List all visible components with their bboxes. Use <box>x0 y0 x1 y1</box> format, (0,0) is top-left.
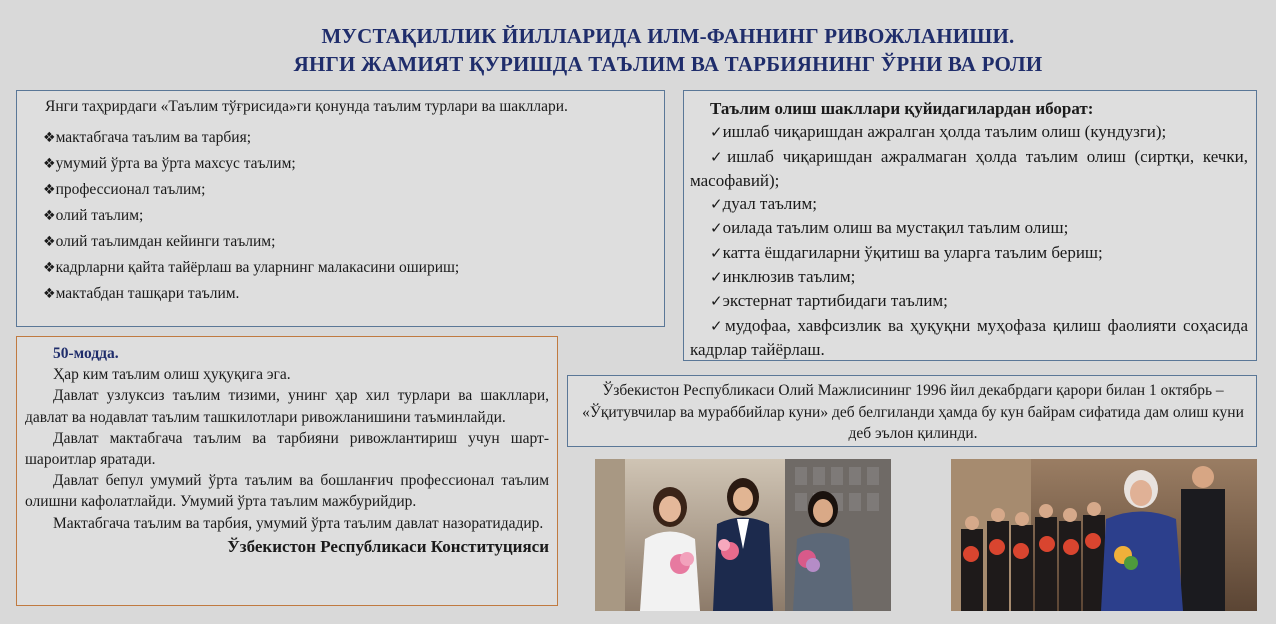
photo-illustration <box>595 459 891 611</box>
list-item: ❖мактабдан ташқари таълим. <box>43 285 240 302</box>
check-icon: ✓ <box>710 147 728 166</box>
teachers-day-box <box>567 375 1257 447</box>
article-number: 50-модда. <box>53 345 119 362</box>
teachers-day-text: Ўзбекистон Республикаси Олий Мажлисининг 1996 йил декабрдаги қарори билан 1 октябрь – «Ўқитувчилар ва мураббийлар куни» деб белгиланди ҳамда бу кун байрам сифатида дам олиш куни деб эълон қилинди. <box>582 382 1244 442</box>
diamond-bullet-icon: ❖ <box>43 182 56 198</box>
check-icon: ✓ <box>710 219 723 238</box>
diamond-bullet-icon: ❖ <box>43 234 56 250</box>
check-icon: ✓ <box>710 268 723 287</box>
diamond-bullet-icon: ❖ <box>43 130 56 146</box>
education-modes-box <box>683 90 1257 361</box>
check-icon: ✓ <box>710 243 723 262</box>
list-item: ❖профессионал таълим; <box>43 181 206 198</box>
education-modes-heading: Таълим олиш шакллари қуйидагилардан иборат: <box>710 99 1094 118</box>
list-item: ✓инклюзив таълим; <box>710 267 856 287</box>
title-line-1: МУСТАҚИЛЛИК ЙИЛЛАРИДА ИЛМ-ФАННИНГ РИВОЖЛАНИШИ. <box>321 24 1015 48</box>
constitution-article-box <box>16 336 558 606</box>
education-forms-box <box>16 90 665 327</box>
education-forms-heading: Янги таҳрирдаги «Таълим тўғрисида»ги қонунда таълим турлари ва шакллари. <box>45 98 568 115</box>
article-paragraph: Ҳар ким таълим олиш ҳуқуқига эга. <box>53 366 291 384</box>
list-item: ❖олий таълим; <box>43 207 144 224</box>
diamond-bullet-icon: ❖ <box>43 286 56 302</box>
photo-elderly-teacher-with-students <box>951 459 1257 611</box>
diamond-bullet-icon: ❖ <box>43 208 56 224</box>
check-icon: ✓ <box>710 316 726 335</box>
list-item: ❖мактабгача таълим ва тарбия; <box>43 129 252 146</box>
article-paragraph: Мактабгача таълим ва тарбия, умумий ўрта таълим давлат назоратидадир. <box>53 514 544 532</box>
list-item: ✓ишлаб чиқаришдан ажралмаган ҳолда таълим олиш (сиртқи, кечки, масофавий); <box>690 146 1248 190</box>
list-item: ❖умумий ўрта ва ўрта махсус таълим; <box>43 155 296 172</box>
diamond-bullet-icon: ❖ <box>43 156 56 172</box>
article-source: Ўзбекистон Республикаси Конституцияси <box>227 536 549 556</box>
education-forms-list <box>45 125 654 307</box>
check-icon: ✓ <box>710 195 723 214</box>
list-item: ✓мудофаа, хавфсизлик ва ҳуқуқни муҳофаза қилиш фаолияти соҳасида кадрлар тайёрлаш. <box>690 315 1248 359</box>
page-title <box>0 22 1276 78</box>
check-icon: ✓ <box>710 292 723 311</box>
list-item: ✓катта ёшдагиларни ўқитиш ва уларга таълим бериш; <box>710 242 1103 262</box>
article-paragraph: Давлат узлуксиз таълим тизими, унинг ҳар хил турлари ва шакллари, давлат ва нодавлат таълим ташкилотлари ривожланишини таъминлайди. <box>25 387 549 426</box>
photo-illustration <box>951 459 1257 611</box>
photo-women-with-flowers <box>595 459 891 611</box>
article-paragraph: Давлат бепул умумий ўрта таълим ва бошланғич профессионал таълим олишни кафолатлайди. Умумий ўрта таълим мажбурийдир. <box>25 472 549 511</box>
list-item: ✓дуал таълим; <box>710 194 817 214</box>
list-item: ✓экстернат тартибидаги таълим; <box>710 291 948 311</box>
list-item: ✓оилада таълим олиш ва мустақил таълим олиш; <box>710 218 1069 238</box>
article-paragraph: Давлат мактабгача таълим ва тарбияни ривожлантириш учун шарт-шароитлар яратади. <box>25 429 549 469</box>
title-line-2: ЯНГИ ЖАМИЯТ ҚУРИШДА ТАЪЛИМ ВА ТАРБИЯНИНГ ЎРНИ ВА РОЛИ <box>293 52 1043 76</box>
check-icon: ✓ <box>710 123 723 142</box>
list-item: ✓ишлаб чиқаришдан ажралган ҳолда таълим олиш (кундузги); <box>710 122 1167 142</box>
diamond-bullet-icon: ❖ <box>43 260 56 276</box>
list-item: ❖кадрларни қайта тайёрлаш ва уларнинг малакасини ошириш; <box>43 259 460 276</box>
list-item: ❖олий таълимдан кейинги таълим; <box>43 233 276 250</box>
